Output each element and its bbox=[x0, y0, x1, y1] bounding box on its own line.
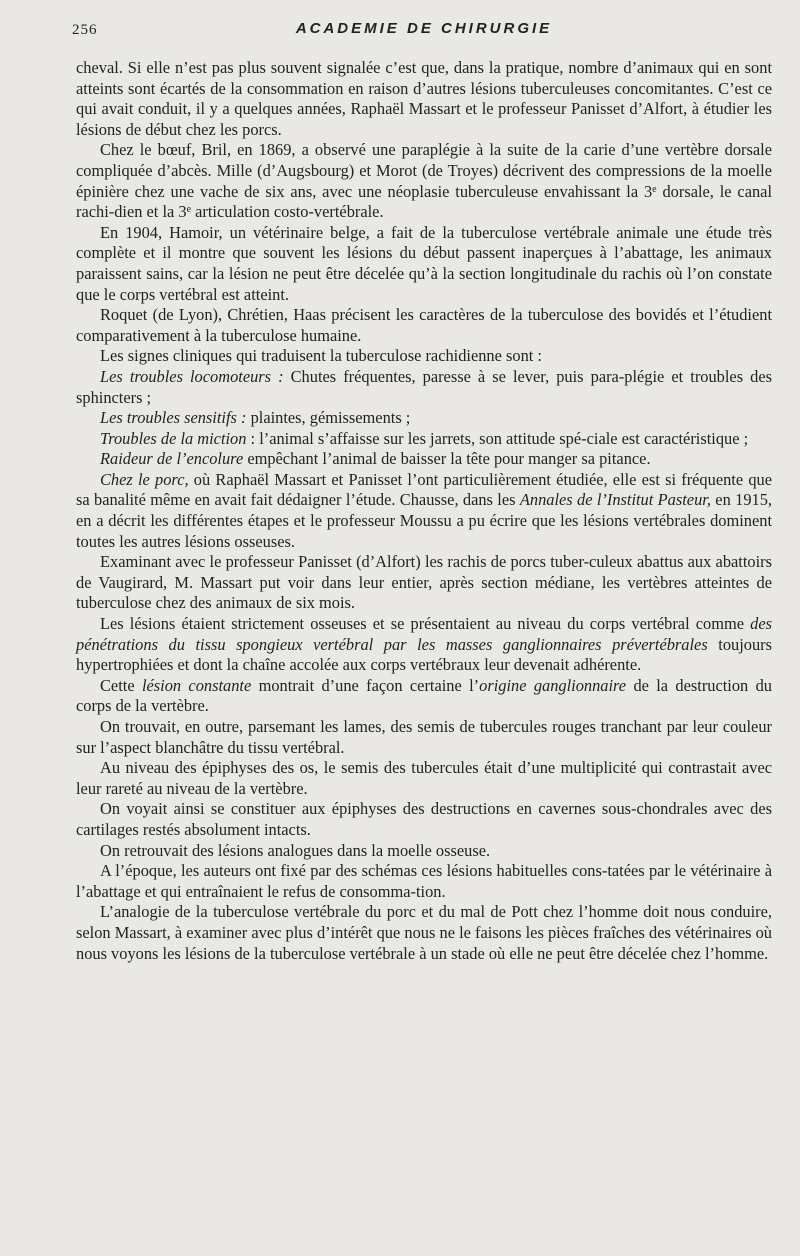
body-text bbox=[76, 58, 772, 964]
text-run: Examinant avec le professeur Panisset (d’Alfort) les rachis de porcs tuber-culeux abattus aux abattoirs de Vaugirard, M. Massart put voir dans leur entier, après section médiane, les vertèbres atteintes de tuberculose chez des animaux de six mois. bbox=[76, 552, 772, 613]
italic-text: Annales de l’Institut Pasteur, bbox=[519, 490, 711, 510]
text-run: montrait d’une façon certaine l’ bbox=[251, 675, 480, 695]
paragraph bbox=[76, 140, 772, 222]
italic-text: Les troubles sensitifs : bbox=[100, 408, 247, 428]
text-run: Chutes fréquentes, paresse à se lever, puis para-plégie et troubles des sphincters ; bbox=[76, 366, 772, 407]
paragraph bbox=[76, 758, 772, 799]
text-run: Les signes cliniques qui traduisent la tuberculose rachidienne sont : bbox=[100, 346, 542, 366]
italic-text: Les troubles locomoteurs : bbox=[100, 366, 284, 386]
paragraph bbox=[76, 841, 772, 862]
text-run: articulation costo-vertébrale. bbox=[191, 202, 384, 222]
italic-text: des pénétrations du tissu spongieux vertébral par les masses ganglionnaires prévertébrales bbox=[76, 614, 772, 654]
paragraph bbox=[76, 552, 772, 614]
text-run: Roquet (de Lyon), Chrétien, Haas précisent les caractères de la tuberculose des bovidés et l’étudient comparativement à la tuberculose humaine. bbox=[76, 305, 772, 345]
italic-text: Raideur de l’encolure bbox=[100, 449, 244, 469]
page-header bbox=[72, 20, 776, 44]
italic-text: lésion constante bbox=[141, 675, 252, 695]
text-run: où Raphaël Massart et Panisset l’ont particulièrement étudiée, elle est si fréquente que sa banalité même en avait fait dédaigner l’étude. Chausse, dans les bbox=[76, 469, 772, 510]
text-run: On retrouvait des lésions analogues dans la moelle osseuse. bbox=[100, 840, 491, 860]
running-title: ACADEMIE DE CHIRURGIE bbox=[295, 20, 553, 37]
text-run: Chez le bœuf, Bril, en 1869, a observé une paraplégie à la suite de la carie d’une vertèbre dorsale compliquée d’abcès. Mille (d’Augsbourg) et Morot (de Troyes) décrivent des compressions de la moelle épinière chez une vache de six ans, avec une néoplasie tuberculeuse envahissant la 3 bbox=[76, 140, 772, 201]
paragraph bbox=[76, 902, 772, 964]
superscript: e bbox=[652, 183, 657, 195]
text-run: toujours hypertrophiées et dont la chaîne accolée aux corps vertébraux leur devenait adhérente. bbox=[76, 634, 772, 675]
paragraph bbox=[76, 223, 772, 305]
text-run: plaintes, gémissements ; bbox=[246, 408, 411, 428]
paragraph bbox=[76, 799, 772, 840]
text-run: Au niveau des épiphyses des os, le semis des tubercules était d’une multiplicité qui contrastait avec leur rareté au niveau de la vertèbre. bbox=[76, 758, 772, 798]
paragraph bbox=[76, 429, 772, 450]
text-run: En 1904, Hamoir, un vétérinaire belge, a fait de la tuberculose vertébrale animale une étude très complète et il montre que souvent les lésions du début passent inaperçues à l’abattage, les animaux paraissent sains, car la lésion ne peut être décelée qu’à la section longitudinale du rachis où l’on constate que le corps vertébral est atteint. bbox=[76, 222, 772, 304]
italic-text: Chez le porc, bbox=[100, 469, 189, 489]
text-run: On trouvait, en outre, parsemant les lames, des semis de tubercules rouges tranchant par leur couleur sur l’aspect blanchâtre du tissu vertébral. bbox=[76, 717, 772, 757]
paragraph bbox=[76, 717, 772, 758]
page-number: 256 bbox=[72, 22, 98, 38]
text-run: On voyait ainsi se constituer aux épiphyses des destructions en cavernes sous-chondrales avec des cartilages restés absolument intacts. bbox=[76, 799, 772, 839]
paragraph bbox=[76, 305, 772, 346]
italic-text: origine ganglionnaire bbox=[479, 675, 627, 695]
text-run: Cette bbox=[100, 675, 142, 695]
paragraph bbox=[76, 614, 772, 676]
text-run: dorsale, le canal rachi-dien et la 3 bbox=[76, 181, 773, 222]
paragraph bbox=[76, 676, 772, 717]
text-run: de la destruction du corps de la vertèbre. bbox=[76, 675, 772, 716]
text-run: : l’animal s’affaisse sur les jarrets, son attitude spé-ciale est caractéristique ; bbox=[246, 428, 749, 448]
text-run: L’analogie de la tuberculose vertébrale du porc et du mal de Pott chez l’homme doit nous conduire, selon Massart, à examiner avec plus d’intérêt que nous ne le faisons les pièces fraîches des vétérinaires où nous voyons les lésions de la tuberculose vertébrale à un stade où elle ne peut être décelée chez l’homme. bbox=[76, 902, 772, 963]
paragraph bbox=[76, 408, 772, 429]
text-run: cheval. Si elle n’est pas plus souvent signalée c’est que, dans la pratique, nombre d’animaux qui en sont atteints sont écartés de la consommation en raison d’autres lésions tuberculeuses concomitantes. C’est ce qui avait conduit, il y a quelques années, Raphaël Massart et le professeur Panisset d’Alfort, à étudier les lésions de début chez les porcs. bbox=[76, 58, 772, 139]
paragraph bbox=[76, 470, 772, 552]
text-run: empêchant l’animal de baisser la tête pour manger sa pitance. bbox=[243, 449, 651, 469]
text-run: A l’époque, les auteurs ont fixé par des schémas ces lésions habituelles cons-tatées par le vétérinaire à l’abattage et qui entraînaient le refus de consomma-tion. bbox=[76, 861, 772, 901]
paragraph bbox=[76, 367, 772, 408]
text-run: en 1915, en a décrit les différentes étapes et le professeur Moussu a pu écrire que les lésions vertébrales dominent toutes les autres lésions osseuses. bbox=[76, 490, 772, 551]
paragraph bbox=[76, 449, 772, 470]
superscript: e bbox=[186, 204, 192, 216]
text-run: Les lésions étaient strictement osseuses et se présentaient au niveau du corps vertébral comme bbox=[100, 614, 751, 634]
italic-text: Troubles de la miction bbox=[100, 428, 247, 448]
paragraph bbox=[76, 861, 772, 902]
paragraph bbox=[76, 346, 772, 367]
paragraph bbox=[76, 58, 772, 140]
